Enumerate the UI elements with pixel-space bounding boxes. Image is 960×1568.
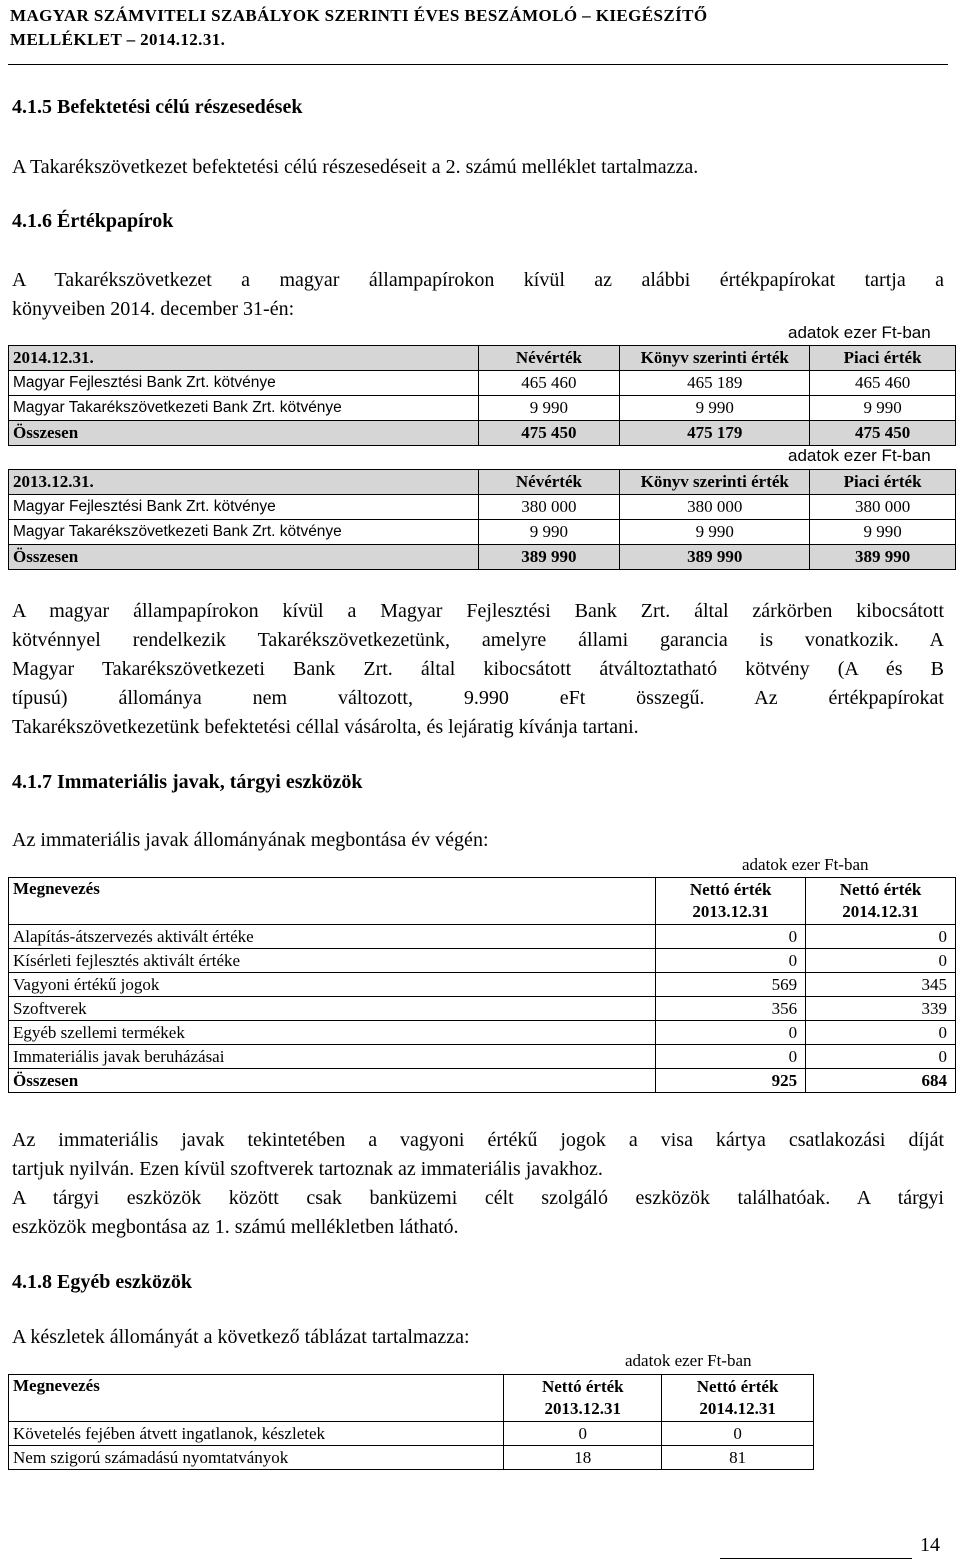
section-heading-4-1-8: 4.1.8 Egyéb eszközök (12, 1271, 192, 1293)
footer-divider (720, 1558, 912, 1559)
cell-value: 569 (656, 973, 806, 997)
paragraph-line: A magyar állampapírokon kívül a Magyar Fejlesztési Bank Zrt. által zárkörben kibocsátott (12, 600, 944, 622)
paragraph-line: típusú) állománya nem változott, 9.990 eFt összegű. Az értékpapírokat (12, 687, 944, 709)
table-row (9, 520, 956, 545)
section-intro-4-1-7: Az immateriális javak állományának megbontása év végén: (12, 829, 489, 851)
table-total-row (9, 1069, 956, 1093)
unit-label: adatok ezer Ft-ban (788, 446, 931, 465)
table-row (9, 1446, 814, 1470)
document-header (10, 4, 950, 52)
table-header-row (9, 878, 956, 925)
total-label: Összesen (9, 545, 479, 570)
table-row (9, 371, 956, 396)
col-header-nominal: Névérték (478, 470, 620, 495)
cell-value: 339 (806, 997, 956, 1021)
total-label: Összesen (9, 1069, 656, 1093)
col-header-nominal: Névérték (478, 346, 620, 371)
paragraph-line: eszközök megbontása az 1. számú mellékletben látható. (12, 1216, 459, 1238)
table-row (9, 925, 956, 949)
row-label: Követelés fejében átvett ingatlanok, készletek (9, 1422, 504, 1446)
row-label: Magyar Fejlesztési Bank Zrt. kötvénye (9, 495, 479, 520)
unit-label: adatok ezer Ft-ban (742, 855, 869, 874)
cell-value: 9 990 (620, 520, 810, 545)
cell-value: 18 (504, 1446, 662, 1470)
other-assets-table (8, 1374, 814, 1470)
row-label: Immateriális javak beruházásai (9, 1045, 656, 1069)
total-label: Összesen (9, 421, 479, 446)
row-label: Egyéb szellemi termékek (9, 1021, 656, 1045)
row-label: Nem szigorú számadású nyomtatványok (9, 1446, 504, 1470)
section-heading-4-1-6: 4.1.6 Értékpapírok (12, 210, 174, 232)
paragraph-line: kötvénnyel rendelkezik Takarékszövetkezetünk, amelyre állami garancia is vonatkozik. A (12, 629, 944, 651)
section-intro-4-1-8: A készletek állományát a következő táblázat tartalmazza: (12, 1326, 470, 1348)
col-header-date: 2014.12.31 (842, 902, 919, 921)
cell-value: 0 (806, 949, 956, 973)
row-label: Vagyoni értékű jogok (9, 973, 656, 997)
table-date: 2014.12.31. (9, 346, 479, 371)
cell-value: 0 (662, 1422, 814, 1446)
paragraph-line: Az immateriális javak tekintetében a vagyoni értékű jogok a visa kártya csatlakozási díját (12, 1129, 944, 1151)
cell-value: 81 (662, 1446, 814, 1470)
table-header-row (9, 1375, 814, 1422)
section-text-4-1-6-line2: könyveiben 2014. december 31-én: (12, 298, 295, 320)
cell-value: 345 (806, 973, 956, 997)
section-heading-4-1-5: 4.1.5 Befektetési célú részesedések (12, 96, 303, 118)
col-header-book: Könyv szerinti érték (620, 470, 810, 495)
col-header-label: Nettó érték (541, 1377, 624, 1396)
table-date: 2013.12.31. (9, 470, 479, 495)
col-header-label: Nettó érték (696, 1377, 779, 1396)
col-header-market: Piaci érték (810, 470, 956, 495)
cell-value: 356 (656, 997, 806, 1021)
header-title-line2: MELLÉKLET – 2014.12.31. (10, 30, 226, 49)
cell-value: 0 (806, 1045, 956, 1069)
col-header-date: 2014.12.31 (699, 1399, 776, 1418)
page-number: 14 (920, 1534, 940, 1556)
table-row (9, 1021, 956, 1045)
unit-label: adatok ezer Ft-ban (788, 323, 931, 342)
col-header-name: Megnevezés (9, 878, 656, 925)
cell-value: 0 (656, 925, 806, 949)
intangibles-table (8, 877, 956, 1093)
col-header-name: Megnevezés (9, 1375, 504, 1422)
cell-value: 9 990 (620, 396, 810, 421)
total-value: 475 450 (810, 421, 956, 446)
table-header-row (9, 470, 956, 495)
table-row (9, 396, 956, 421)
table-row (9, 1045, 956, 1069)
row-label: Szoftverek (9, 997, 656, 1021)
table-total-row (9, 421, 956, 446)
section-heading-4-1-7: 4.1.7 Immateriális javak, tárgyi eszközök (12, 771, 363, 793)
table-row (9, 495, 956, 520)
total-value: 684 (806, 1069, 956, 1093)
cell-value: 0 (656, 1021, 806, 1045)
cell-value: 9 990 (478, 396, 620, 421)
cell-value: 0 (656, 949, 806, 973)
cell-value: 0 (806, 1021, 956, 1045)
paragraph-line: tartjuk nyilván. Ezen kívül szoftverek tartoznak az immateriális javakhoz. (12, 1158, 603, 1180)
header-title-line1: MAGYAR SZÁMVITELI SZABÁLYOK SZERINTI ÉVES BESZÁMOLÓ – KIEGÉSZÍTŐ (10, 6, 708, 25)
cell-value: 465 460 (810, 371, 956, 396)
cell-value: 0 (806, 925, 956, 949)
cell-value: 465 189 (620, 371, 810, 396)
row-label: Magyar Fejlesztési Bank Zrt. kötvénye (9, 371, 479, 396)
col-header-label: Nettó érték (689, 880, 772, 899)
securities-table-2014 (8, 345, 956, 446)
row-label: Magyar Takarékszövetkezeti Bank Zrt. kötvénye (9, 396, 479, 421)
col-header-date: 2013.12.31 (692, 902, 769, 921)
cell-value: 380 000 (620, 495, 810, 520)
total-value: 475 450 (478, 421, 620, 446)
table-row (9, 1422, 814, 1446)
col-header-2014 (806, 878, 956, 925)
cell-value: 465 460 (478, 371, 620, 396)
col-header-date: 2013.12.31 (544, 1399, 622, 1418)
cell-value: 0 (656, 1045, 806, 1069)
col-header-book: Könyv szerinti érték (620, 346, 810, 371)
section-text-4-1-6-line1: A Takarékszövetkezet a magyar állampapírokon kívül az alábbi értékpapírokat tartja a (12, 269, 944, 291)
paragraph-line: Takarékszövetkezetünk befektetési céllal vásárolta, és lejáratig kívánja tartani. (12, 716, 639, 738)
total-value: 389 990 (620, 545, 810, 570)
paragraph-line: A tárgyi eszközök között csak banküzemi célt szolgáló eszközök találhatóak. A tárgyi (12, 1187, 944, 1209)
cell-value: 9 990 (810, 520, 956, 545)
table-header-row (9, 346, 956, 371)
cell-value: 0 (504, 1422, 662, 1446)
table-row (9, 973, 956, 997)
col-header-2014 (662, 1375, 814, 1422)
paragraph-line: Magyar Takarékszövetkezeti Bank Zrt. által kibocsátott átváltoztatható kötvény (A és B (12, 658, 944, 680)
cell-value: 9 990 (810, 396, 956, 421)
unit-label: adatok ezer Ft-ban (625, 1351, 752, 1370)
cell-value: 380 000 (810, 495, 956, 520)
row-label: Magyar Takarékszövetkezeti Bank Zrt. kötvénye (9, 520, 479, 545)
row-label: Alapítás-átszervezés aktivált értéke (9, 925, 656, 949)
col-header-2013 (656, 878, 806, 925)
col-header-label: Nettó érték (839, 880, 922, 899)
col-header-market: Piaci érték (810, 346, 956, 371)
total-value: 389 990 (478, 545, 620, 570)
total-value: 925 (656, 1069, 806, 1093)
header-divider (8, 64, 948, 65)
total-value: 475 179 (620, 421, 810, 446)
table-row (9, 949, 956, 973)
total-value: 389 990 (810, 545, 956, 570)
cell-value: 9 990 (478, 520, 620, 545)
table-total-row (9, 545, 956, 570)
col-header-2013 (504, 1375, 662, 1422)
row-label: Kísérleti fejlesztés aktivált értéke (9, 949, 656, 973)
table-row (9, 997, 956, 1021)
cell-value: 380 000 (478, 495, 620, 520)
section-text-4-1-5: A Takarékszövetkezet befektetési célú részesedéseit a 2. számú melléklet tartalmazza. (12, 156, 699, 178)
securities-table-2013 (8, 469, 956, 570)
